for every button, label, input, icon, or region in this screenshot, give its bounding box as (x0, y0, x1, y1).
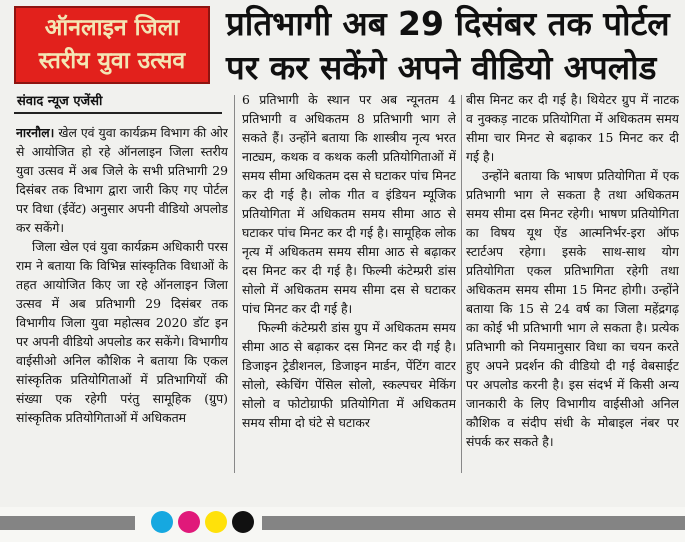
registration-mark-yellow (205, 511, 227, 533)
paragraph: जिला खेल एवं युवा कार्यक्रम अधिकारी परस राम ने बताया कि विभिन्न सांस्कृतिक विधाओं के तहत आयोजित किए जा रहे ऑनलाइन जिला उत्सव में अब प्रतिभागी 29 दिसंबर तक विभागीय जिला युवा महोत्सव 2020 डॉट इन पर अपनी वीडियो अपलोड कर सकेंगे। विभागीय वाईसीओ अनिल कौशिक ने बताया कि एकल सांस्कृतिक प्रतियोगिताओं में प्रतिभागियों की संख्या एक रहेगी परंतु सामूहिक (ग्रुप) सांस्कृतिक प्रतियोगिताओं में अधिकतम (16, 239, 228, 425)
article-column-3 (466, 90, 679, 475)
paragraph: फिल्मी कंटेम्प्ररी डांस ग्रुप में अधिकतम समय सीमा आठ से बढ़ाकर दस मिनट कर दी गई है। डिजाइन ट्रेडीशनल, डिजाइन मार्डन, पेंटिंग वाटर सोलो, स्केचिंग पेंसिल सोलो, स्कल्पचर मेकिंग सोलो व फोटोग्राफी प्रतियोगिता में अधिकतम समय सीमा दो घंटे से घटाकर (242, 320, 456, 430)
badge-line-1: ऑनलाइन जिला (44, 15, 180, 41)
registration-mark-cyan (151, 511, 173, 533)
print-bar-right (262, 516, 685, 530)
paragraph-text: खेल एवं युवा कार्यक्रम विभाग की ओर से आयोजित हो रहे ऑनलाइन जिला स्तरीय युवा उत्सव में अब जिले के सभी प्रतिभागी 29 दिसंबर तक विभाग द्वारा जारी किए गए पोर्टल पर विधा (ईवेंट) अनुसार अपनी वीडियो अपलोड कर सकेंगे। (16, 125, 228, 235)
paragraph: बीस मिनट कर दी गई है। थियेटर ग्रुप में नाटक व नुक्कड़ नाटक प्रतियोगिता में अधिकतम समय सीमा चार मिनट से बढ़ाकर 15 मिनट कर दी गई है। (466, 92, 679, 164)
badge-line-2: स्तरीय युवा उत्सव (38, 48, 186, 74)
paragraph (16, 123, 228, 237)
article-column-1 (16, 123, 228, 475)
paragraph: 6 प्रतिभागी के स्थान पर अब न्यूनतम 4 प्रतिभागी व अधिकतम 8 प्रतिभागी भाग ले सकते हैं। उन्होंने बताया कि शास्त्रीय नृत्य भरत नाट्यम, कथक व कथक कली प्रतियोगिताओं में समय सीमा अधिकतम दस से घटाकर पांच मिनट कर दी गई है। लोक गीत व इंडियन म्यूजिक प्रतियोगिता में अधिकतम समय सीमा आठ से घटाकर पांच मिनट कर दी गई है। सामूहिक लोक नृत्य में अधिकतम समय सीमा आठ से बढ़ाकर दस मिनट कर दी गई है। फिल्मी कंटेम्प्ररी डांस सोलो में अधिकतम समय सीमा दस से घटाकर पांच मिनट कर दी गई है। (242, 92, 456, 316)
article-column-2 (242, 90, 456, 475)
paragraph: उन्होंने बताया कि भाषण प्रतियोगिता में एक प्रतिभागी भाग ले सकता है तथा अधिकतम समय सीमा दस मिनट रहेगी। भाषण प्रतियोगिता का विषय यूथ ऐंड आत्मनिर्भर-इरा ऑफ स्टार्टअप रहेगा। इसके साथ-साथ योग प्रतियोगिता एकल प्रतिभागिता रहेगी तथा अधिकतम समय सीमा 15 मिनट होगी। उन्होंने बताया कि 15 से 24 वर्ष का जिला महेंद्रगढ़ का कोई भी प्रतिभागी भाग ले सकता है। प्रत्येक प्रतिभागी को नियमानुसार विधा का चयन करते हुए अपने प्रदर्शन की वीडियो दी गई वेबसाईट पर अपलोड करनी है। इस संदर्भ में किसी अन्य जानकारी के लिए विभागीय वाईसीओ अनिल कौशिक व संदीप संधी के मोबाइल नंबर पर संपर्क कर सकते है। (466, 168, 679, 449)
registration-mark-black (232, 511, 254, 533)
dateline: नारनौल। (16, 125, 55, 140)
event-badge (14, 6, 210, 84)
byline: संवाद न्यूज एजेंसी (17, 94, 103, 109)
registration-mark-magenta (178, 511, 200, 533)
headline-line-1: प्रतिभागी अब 29 दिसंबर तक पोर्टल (226, 4, 670, 43)
headline-line-2: पर कर सकेंगे अपने वीडियो अपलोड (226, 48, 657, 87)
byline-rule (14, 112, 222, 114)
print-bar-left (0, 516, 135, 530)
column-divider (234, 95, 235, 473)
headline (226, 2, 681, 90)
column-divider (461, 95, 462, 473)
